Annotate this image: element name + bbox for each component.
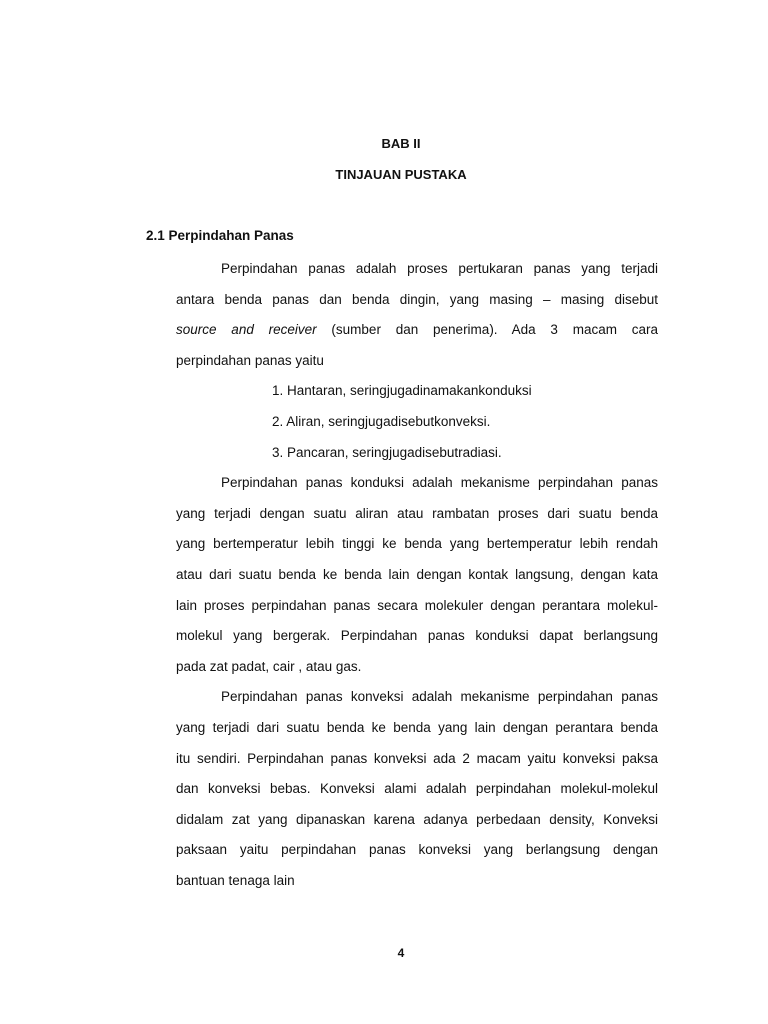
paragraph-line <box>176 322 658 353</box>
paragraph-line: yang bertemperatur lebih tinggi ke benda yang bertemperatur lebih rendah <box>176 536 658 552</box>
paragraph-text: (sumber dan penerima). Ada 3 macam cara <box>316 322 659 338</box>
paragraph-line: atau dari suatu benda ke benda lain dengan kontak langsung, dengan kata <box>176 566 658 582</box>
paragraph-line: bantuan tenaga lain <box>176 872 295 888</box>
paragraph-line: molekul yang bergerak. Perpindahan panas konduksi dapat berlangsung <box>176 628 658 644</box>
paragraph-line: antara benda panas dan benda dingin, yang masing – masing disebut <box>176 291 658 307</box>
paragraph-line: dan konveksi bebas. Konveksi alami adalah perpindahan molekul-molekul <box>176 781 658 797</box>
paragraph-line: yang terjadi dengan suatu aliran atau rambatan proses dari suatu benda <box>176 505 658 521</box>
chapter-title: TINJAUAN PUSTAKA <box>335 167 467 182</box>
page-number: 4 <box>397 946 405 960</box>
paragraph-line: itu sendiri. Perpindahan panas konveksi ada 2 macam yaitu konveksi paksa <box>176 750 658 766</box>
paragraph-line: Perpindahan panas konduksi adalah mekanisme perpindahan panas <box>221 475 658 491</box>
list-item: 1. Hantaran, seringjugadinamakankonduksi <box>272 383 532 399</box>
body-text <box>176 261 658 903</box>
paragraph-line: didalam zat yang dipanaskan karena adanya perbedaan density, Konveksi <box>176 811 658 827</box>
section-heading: 2.1 Perpindahan Panas <box>146 228 294 243</box>
italic-term: source and receiver <box>176 322 317 338</box>
paragraph-line: pada zat padat, cair , atau gas. <box>176 658 362 674</box>
paragraph-line: lain proses perpindahan panas secara molekuler dengan perantara molekul- <box>176 597 658 613</box>
paragraph-line: Perpindahan panas adalah proses pertukaran panas yang terjadi <box>221 261 658 276</box>
list-item: 2. Aliran, seringjugadisebutkonveksi. <box>272 413 491 429</box>
paragraph-line: Perpindahan panas konveksi adalah mekanisme perpindahan panas <box>221 689 658 705</box>
paragraph-line: perpindahan panas yaitu <box>176 352 324 368</box>
chapter-label: BAB II <box>381 136 421 151</box>
list-item: 3. Pancaran, seringjugadisebutradiasi. <box>272 444 502 460</box>
paragraph-line: yang terjadi dari suatu benda ke benda yang lain dengan perantara benda <box>176 719 658 735</box>
paragraph-line: paksaan yaitu perpindahan panas konveksi yang berlangsung dengan <box>176 842 658 858</box>
